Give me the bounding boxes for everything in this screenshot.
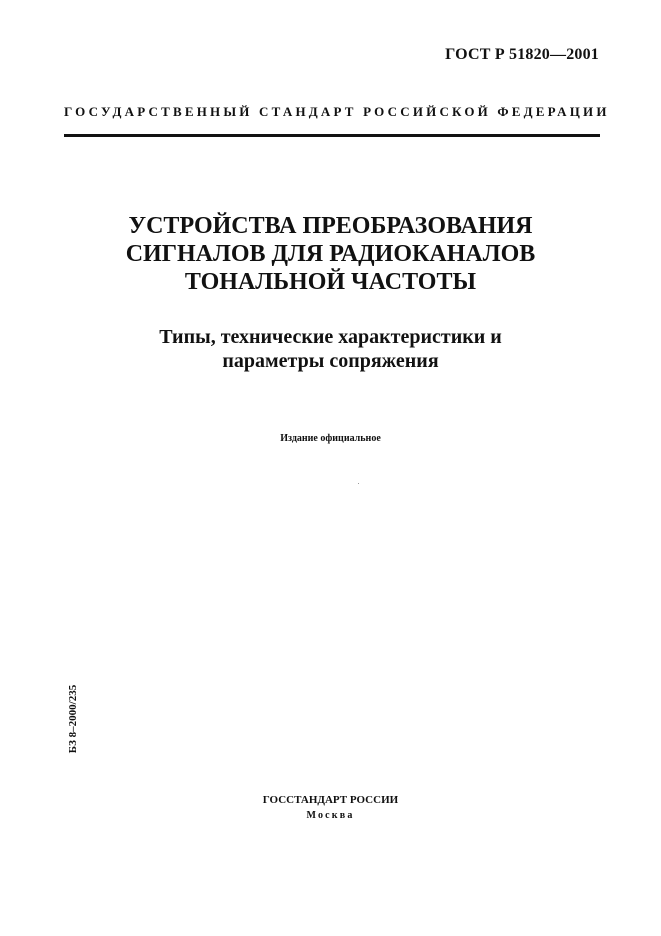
title-line: УСТРОЙСТВА ПРЕОБРАЗОВАНИЯ	[128, 213, 533, 239]
document-title	[60, 212, 601, 296]
edition-note: Издание официальное	[280, 433, 381, 444]
subtitle-line: параметры сопряжения	[222, 350, 439, 372]
organization-heading: ГОСУДАРСТВЕННЫЙ СТАНДАРТ РОССИЙСКОЙ ФЕДЕРАЦИИ	[64, 104, 610, 119]
scan-dot	[358, 483, 359, 484]
publication-city: Москва	[306, 810, 355, 821]
document-code: ГОСТ Р 51820—2001	[445, 46, 599, 63]
subtitle-line: Типы, технические характеристики и	[159, 326, 502, 348]
title-line: СИГНАЛОВ ДЛЯ РАДИОКАНАЛОВ	[125, 241, 536, 267]
document-subtitle	[60, 325, 601, 373]
title-line: ТОНАЛЬНОЙ ЧАСТОТЫ	[184, 269, 477, 295]
side-catalog-code: БЗ 8–2000/235	[67, 684, 79, 754]
header-rule	[64, 134, 600, 137]
publisher-name: ГОССТАНДАРТ РОССИИ	[262, 794, 399, 806]
